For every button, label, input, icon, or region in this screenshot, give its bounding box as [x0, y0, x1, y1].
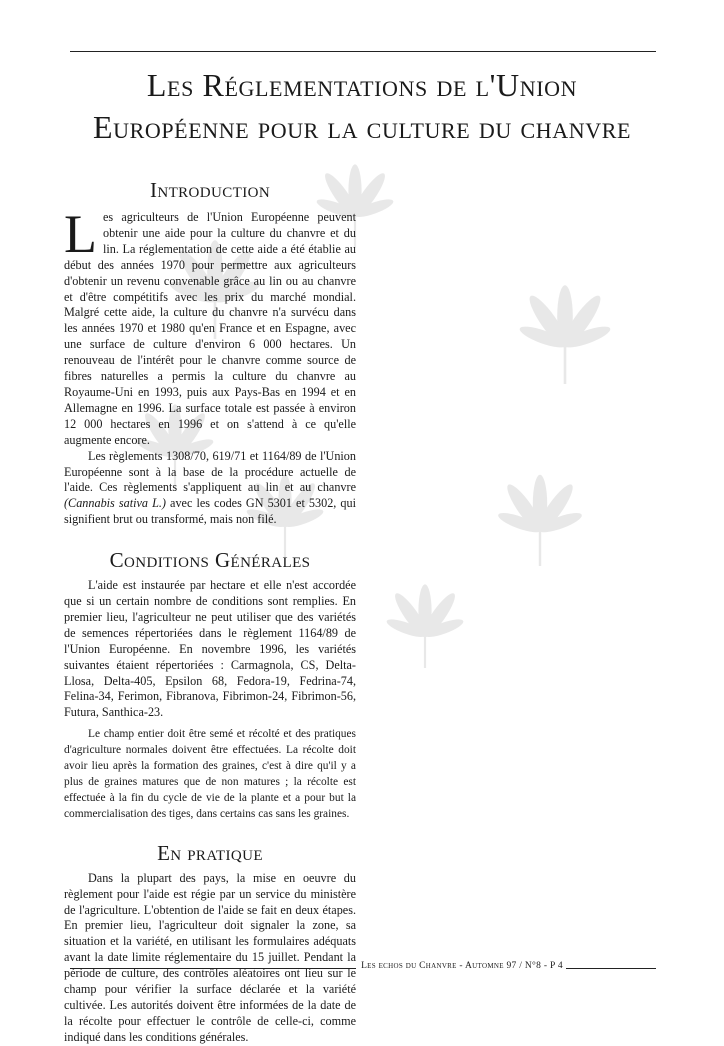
species-name: (Cannabis sativa L.)	[64, 496, 166, 511]
conditions-paragraph-2: Le champ entier doit être semé et récolté et des pratiques d'agriculture normales doivent être effectuées. La récolte doit avoir lieu après la formation des graines, c'est à dire qu'il y a plus de graines matures que de non matures ; la récolte est effectuée à la fin du cycle de vie de la plante et a pour but la commercialisation des tiges, dans certains cas sans les graines.	[64, 728, 356, 820]
title-line-1: Les Réglementations de l'Union	[146, 67, 578, 103]
footer-running-title: Les echos du Chanvre - Automne 97 / N°8 - P 4	[361, 961, 563, 971]
conditions-paragraph-1: L'aide est instaurée par hectare et elle n'est accordée que si un certain nombre de conditions sont remplies. En premier lieu, l'agriculteur ne peut utiliser que des variétés de semences répertoriées dans le règlement 1164/89 de l'Union Européenne. En novembre 1996, les variétés suivantes étaient répertoriées : Carmagnola, CS, Delta-Llosa, Delta-405, Epsilon 68, Fedora-19, Fedrina-74, Felina-34, Ferimon, Fibranova, Fibrimon-24, Fibrimon-56, Futura, Santhica-23.	[64, 578, 356, 720]
intro-paragraph-2-text-b: avec les codes GN 5301 et 5302, qui signifient brut ou transformé, mais non filé.	[64, 496, 356, 527]
intro-paragraph-1	[64, 204, 356, 449]
footer-rule-right	[566, 968, 656, 969]
intro-paragraph-2	[64, 449, 356, 529]
heading-pratique: En pratique	[157, 840, 263, 865]
intro-paragraph-2-text-a: Les règlements 1308/70, 619/71 et 1164/89 de l'Union Européenne sont à la base de la procédure actuelle de l'aide. Ces règlements s'appliquent au lin et au chanvre	[64, 448, 356, 495]
intro-paragraph-1-text: es agriculteurs de l'Union Européenne peuvent obtenir une aide pour la culture du chanvre et du lin. La réglementation de cette aide a été établie au début des années 1970 pour permettre aux agriculteurs d'obtenir un revenu convenable grâce au lin ou au chanvre et d'être compétitifs avec les prix du marché mondial. Malgré cette aide, la culture du chanvre n'a survécu dans les années 1970 et 1980 qu'en France et en Espagne, avec une surface de culture d'environ 6 000 hectares. Un renouveau de l'intérêt pour le chanvre comme source de fibres naturelles a permis la culture du chanvre au Royaume-Uni en 1993, puis aux Pays-Bas en 1994 et en Allemagne en 1996. La surface totale est passée à environ 12 000 hectares en 1996 et on s'attend à ce qu'elle augmente encore.	[64, 210, 356, 447]
page-title	[50, 64, 674, 148]
hemp-leaf-icon	[480, 470, 600, 590]
heading-introduction: Introduction	[149, 178, 271, 202]
top-rule	[70, 51, 656, 52]
hemp-leaf-icon	[370, 580, 480, 690]
left-column	[64, 176, 356, 1046]
dropcap: L	[64, 204, 97, 264]
heading-conditions: Conditions Générales	[109, 548, 311, 573]
title-line-2: Européenne pour la culture du chanvre	[92, 109, 632, 145]
pratique-paragraph-1: Dans la plupart des pays, la mise en oeuvre du règlement pour l'aide est régie par un service du ministère de l'agriculture. L'obtention de l'aide se fait en deux étapes. En premier lieu, l'agriculteur doit signaler la zone, sa situation et la variété, en utilisant les formulaires adéquats avant la date limite réglementaire du 15 juillet. Pendant la période de culture, des contrôles aléatoires ont lieu sur le champ pour vérifier la surface déclarée et la variété cultivée. Les autorités doivent être informées de la date de la récolte pour effectuer le contrôle de celle-ci, comme indiqué dans les conditions générales.	[64, 870, 356, 1044]
footer-rule-left	[70, 968, 356, 969]
hemp-leaf-icon	[500, 280, 630, 410]
